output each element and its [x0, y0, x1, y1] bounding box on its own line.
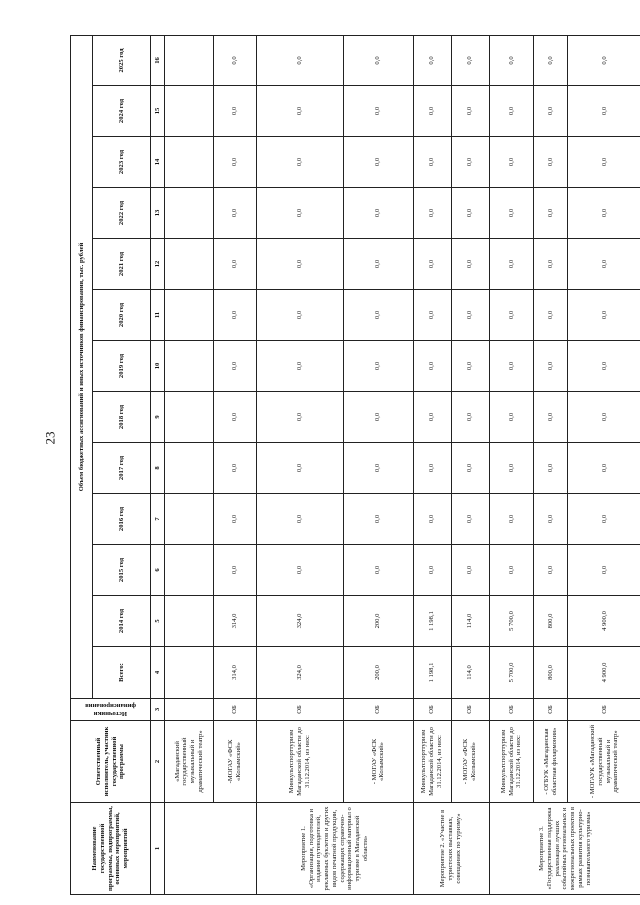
cell-value [165, 545, 214, 596]
cell-value [165, 392, 214, 443]
header-year: 2015 год [93, 545, 151, 596]
cell-total: 4 900,0 [568, 647, 640, 699]
cell-value: 0,0 [256, 188, 343, 239]
cell-value: 0,0 [413, 188, 451, 239]
cell-value [165, 35, 214, 85]
cell-name: Мероприятие 1. «Организация, подготовка и издание путеводителей, рекламных буклетов и других видов печатной продукции, содержащих справочно-информационный материал о туризме в Магаданской области» [256, 803, 413, 895]
cell-value: 0,0 [534, 35, 568, 85]
cell-value: 0,0 [214, 392, 257, 443]
cell-value: 0,0 [214, 545, 257, 596]
table-row [568, 35, 640, 894]
table-row [214, 35, 257, 894]
header-index: 5 [151, 596, 165, 647]
cell-value: 0,0 [256, 239, 343, 290]
cell-value: 0,0 [344, 35, 413, 85]
cell-value: 0,0 [534, 239, 568, 290]
cell-value: 0,0 [344, 86, 413, 137]
header-funding-title: Объем бюджетных ассигнований и иных источников финансирования, тыс. рублей [71, 35, 93, 698]
cell-total: 314,0 [214, 647, 257, 699]
cell-value: 0,0 [451, 392, 489, 443]
cell-source: ОБ [256, 699, 343, 721]
header-index: 12 [151, 239, 165, 290]
budget-table-rotated [70, 35, 640, 895]
header-year: 2017 год [93, 443, 151, 494]
table-row [256, 35, 343, 894]
cell-value [165, 86, 214, 137]
cell-executor: Минкультспорттуризм Магаданской области до 31.12.2014, из них: [489, 721, 534, 803]
cell-executor: Минкультспорттуризм Магаданской области до 31.12.2014, из них: [256, 721, 343, 803]
cell-value: 0,0 [413, 86, 451, 137]
cell-value: 0,0 [489, 341, 534, 392]
cell-value: 0,0 [534, 392, 568, 443]
cell-value: 0,0 [344, 239, 413, 290]
cell-value: 0,0 [256, 137, 343, 188]
cell-executor: «Магаданский государственный музыкальный и драматический театр» [165, 721, 214, 803]
header-index: 7 [151, 494, 165, 545]
cell-value: 0,0 [451, 239, 489, 290]
cell-value [165, 596, 214, 647]
cell-value: 5 700,0 [489, 596, 534, 647]
cell-value: 0,0 [214, 86, 257, 137]
cell-value: 0,0 [451, 494, 489, 545]
cell-name: Мероприятие 2. «Участие в туристских выставках, совещаниях по туризму» [413, 803, 489, 895]
cell-value: 0,0 [489, 290, 534, 341]
header-index: 15 [151, 86, 165, 137]
cell-value: 0,0 [489, 494, 534, 545]
header-year: 2014 год [93, 596, 151, 647]
cell-total: 5 700,0 [489, 647, 534, 699]
cell-value: 0,0 [413, 341, 451, 392]
cell-value: 0,0 [214, 35, 257, 85]
cell-value: 0,0 [214, 341, 257, 392]
cell-value: 324,0 [256, 596, 343, 647]
header-index: 14 [151, 137, 165, 188]
cell-value: 0,0 [451, 341, 489, 392]
header-index: 6 [151, 545, 165, 596]
cell-value: 200,0 [344, 596, 413, 647]
cell-value: 0,0 [344, 341, 413, 392]
cell-value: 0,0 [413, 35, 451, 85]
cell-value: 0,0 [568, 392, 640, 443]
cell-value: 0,0 [344, 188, 413, 239]
cell-value: 0,0 [489, 86, 534, 137]
cell-source: ОБ [413, 699, 451, 721]
cell-value: 0,0 [214, 494, 257, 545]
cell-value: 0,0 [489, 545, 534, 596]
cell-value: 114,0 [451, 596, 489, 647]
cell-value: 0,0 [413, 494, 451, 545]
cell-value [165, 494, 214, 545]
cell-total [165, 647, 214, 699]
cell-value: 0,0 [344, 494, 413, 545]
cell-value: 0,0 [214, 188, 257, 239]
cell-value: 0,0 [451, 545, 489, 596]
header-year: 2021 год [93, 239, 151, 290]
header-executor: Ответственный исполнитель, участник государственной программы [71, 721, 151, 803]
cell-value: 0,0 [413, 137, 451, 188]
cell-value [165, 137, 214, 188]
cell-value: 0,0 [489, 392, 534, 443]
header-index: 10 [151, 341, 165, 392]
cell-value: 0,0 [568, 239, 640, 290]
cell-value: 0,0 [451, 290, 489, 341]
cell-total: 1 198,1 [413, 647, 451, 699]
cell-value: 0,0 [256, 341, 343, 392]
cell-value: 4 900,0 [568, 596, 640, 647]
header-year: 2020 год [93, 290, 151, 341]
table-row [489, 35, 534, 894]
page-number: 23 [42, 431, 58, 445]
header-index: 4 [151, 647, 165, 699]
cell-value: 0,0 [256, 35, 343, 85]
cell-value: 0,0 [534, 86, 568, 137]
cell-value: 1 198,1 [413, 596, 451, 647]
cell-value: 0,0 [489, 239, 534, 290]
cell-value: 0,0 [451, 137, 489, 188]
header-index: 13 [151, 188, 165, 239]
cell-value [165, 341, 214, 392]
cell-value: 0,0 [534, 290, 568, 341]
cell-value: 314,0 [214, 596, 257, 647]
cell-value: 0,0 [489, 443, 534, 494]
cell-source: ОБ [489, 699, 534, 721]
header-year: 2016 год [93, 494, 151, 545]
cell-total: 324,0 [256, 647, 343, 699]
cell-executor: -МОГАУ «ФСК «Колымский» [214, 721, 257, 803]
cell-value: 0,0 [451, 35, 489, 85]
cell-value: 0,0 [214, 137, 257, 188]
header-year: 2023 год [93, 137, 151, 188]
cell-value: 800,0 [534, 596, 568, 647]
cell-executor: - МОГАУ «ФСК «Колымский» [451, 721, 489, 803]
header-index: 2 [151, 721, 165, 803]
cell-source [165, 699, 214, 721]
header-index: 8 [151, 443, 165, 494]
header-year: 2024 год [93, 86, 151, 137]
cell-value [165, 290, 214, 341]
cell-total: 114,0 [451, 647, 489, 699]
cell-value: 0,0 [534, 137, 568, 188]
table-row [534, 35, 568, 894]
header-year: 2022 год [93, 188, 151, 239]
cell-executor: - МОГАУК «Магаданский государственный музыкальный и драматический театр» [568, 721, 640, 803]
cell-value [165, 443, 214, 494]
header-index: 9 [151, 392, 165, 443]
cell-value: 0,0 [451, 443, 489, 494]
cell-value [165, 239, 214, 290]
cell-value: 0,0 [413, 443, 451, 494]
cell-value: 0,0 [451, 86, 489, 137]
cell-value: 0,0 [413, 239, 451, 290]
cell-value: 0,0 [489, 188, 534, 239]
cell-value: 0,0 [256, 290, 343, 341]
cell-value: 0,0 [413, 545, 451, 596]
cell-value: 0,0 [344, 545, 413, 596]
cell-value: 0,0 [214, 290, 257, 341]
cell-source: ОБ [214, 699, 257, 721]
cell-source: ОБ [451, 699, 489, 721]
cell-value: 0,0 [568, 137, 640, 188]
cell-value: 0,0 [568, 290, 640, 341]
cell-name [165, 803, 257, 895]
table-row [451, 35, 489, 894]
cell-name: Мероприятие 3. «Государственная поддержка реализации лучших событийных региональных и межрегиональных проектов в рамках развития культурно-познавательного туризма» [489, 803, 640, 895]
cell-value: 0,0 [489, 137, 534, 188]
cell-value: 0,0 [256, 392, 343, 443]
cell-value: 0,0 [568, 86, 640, 137]
budget-table [70, 35, 640, 895]
cell-total: 200,0 [344, 647, 413, 699]
table-row [344, 35, 413, 894]
header-index: 11 [151, 290, 165, 341]
header-year: 2025 год [93, 35, 151, 85]
cell-value: 0,0 [534, 545, 568, 596]
cell-value [165, 188, 214, 239]
cell-value: 0,0 [568, 443, 640, 494]
header-name: Наименование государственной программы, подпрограммы, основных мероприятий, мероприятий [71, 803, 151, 895]
cell-value: 0,0 [214, 443, 257, 494]
table-row [413, 35, 451, 894]
cell-value: 0,0 [344, 137, 413, 188]
header-total: Всего: [93, 647, 151, 699]
header-index: 3 [151, 699, 165, 721]
cell-value: 0,0 [489, 35, 534, 85]
cell-total: 800,0 [534, 647, 568, 699]
cell-value: 0,0 [413, 392, 451, 443]
cell-value: 0,0 [568, 494, 640, 545]
cell-value: 0,0 [256, 545, 343, 596]
cell-source: ОБ [534, 699, 568, 721]
cell-source: ОБ [344, 699, 413, 721]
cell-value: 0,0 [256, 86, 343, 137]
header-index: 1 [151, 803, 165, 895]
cell-value: 0,0 [568, 35, 640, 85]
cell-value: 0,0 [534, 341, 568, 392]
header-source [71, 699, 151, 721]
cell-executor: Минкультспорттуризм Магаданской области до 31.12.2014, из них: [413, 721, 451, 803]
cell-value: 0,0 [534, 188, 568, 239]
cell-value: 0,0 [534, 494, 568, 545]
cell-executor: - МОГАУ «ФСК «Колымский» [344, 721, 413, 803]
cell-value: 0,0 [568, 341, 640, 392]
cell-value: 0,0 [568, 545, 640, 596]
header-index: 16 [151, 35, 165, 85]
cell-source: ОБ [568, 699, 640, 721]
cell-value: 0,0 [214, 239, 257, 290]
cell-value: 0,0 [344, 392, 413, 443]
cell-value: 0,0 [413, 290, 451, 341]
cell-value: 0,0 [534, 443, 568, 494]
table-row [165, 35, 214, 894]
header-year: 2018 год [93, 392, 151, 443]
cell-value: 0,0 [451, 188, 489, 239]
cell-value: 0,0 [344, 443, 413, 494]
cell-executor: - ОГБУК «Магаданская областная филармония» [534, 721, 568, 803]
cell-value: 0,0 [256, 443, 343, 494]
cell-value: 0,0 [344, 290, 413, 341]
header-source-label: Источники финансирования [85, 702, 136, 718]
cell-value: 0,0 [256, 494, 343, 545]
cell-value: 0,0 [568, 188, 640, 239]
header-year: 2019 год [93, 341, 151, 392]
